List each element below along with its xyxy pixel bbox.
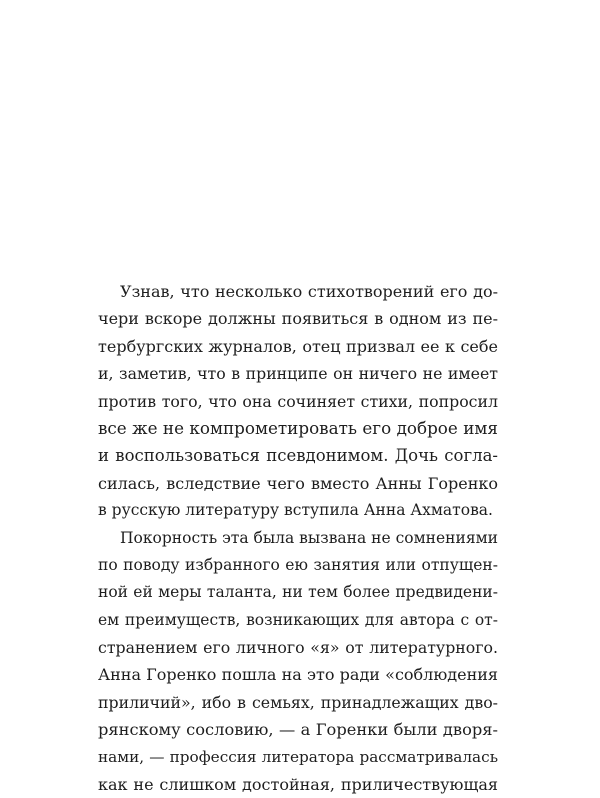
body-text (98, 278, 498, 798)
text-line: ной ей меры таланта, ни тем более предвидени- (98, 583, 498, 602)
text-line: ем преимуществ, возникающих для автора с от- (98, 610, 498, 629)
text-line: странением его личного «я» от литературного. (98, 638, 498, 658)
text-line: в русскую литературу вступила Анна Ахматова. (98, 501, 493, 520)
text-line: Покорность эта была вызвана не сомнениями (120, 528, 498, 547)
paragraph-1 (98, 278, 498, 525)
text-line: чери вскоре должны появиться в одном из пе- (98, 309, 498, 329)
text-line: по поводу избранного ею занятия или отпущен- (98, 555, 498, 574)
text-line: как не слишком достойная, приличествующая (98, 775, 498, 795)
text-line: нами, — профессия литератора рассматривалась (98, 747, 498, 766)
text-line: и, заметив, что в принципе он ничего не имеет (98, 364, 498, 384)
text-line: тербургских журналов, отец призвал ее к себе (98, 336, 498, 356)
text-line: приличий», ибо в семьях, принадлежащих дво- (98, 692, 498, 712)
text-line: и воспользоваться псевдонимом. Дочь согла- (98, 446, 498, 466)
text-line: силась, вследствие чего вместо Анны Горенко (98, 473, 498, 493)
text-line: Узнав, что несколько стихотворений его до- (120, 282, 498, 301)
text-line: все же не компрометировать его доброе имя (98, 417, 498, 438)
paragraph-2 (98, 525, 498, 798)
text-line: против того, что она сочиняет стихи, попросил (98, 391, 498, 411)
text-line: рянскому сословию, — а Горенки были дворя- (98, 720, 498, 740)
text-line: Анна Горенко пошла на это ради «соблюдения (98, 665, 498, 685)
